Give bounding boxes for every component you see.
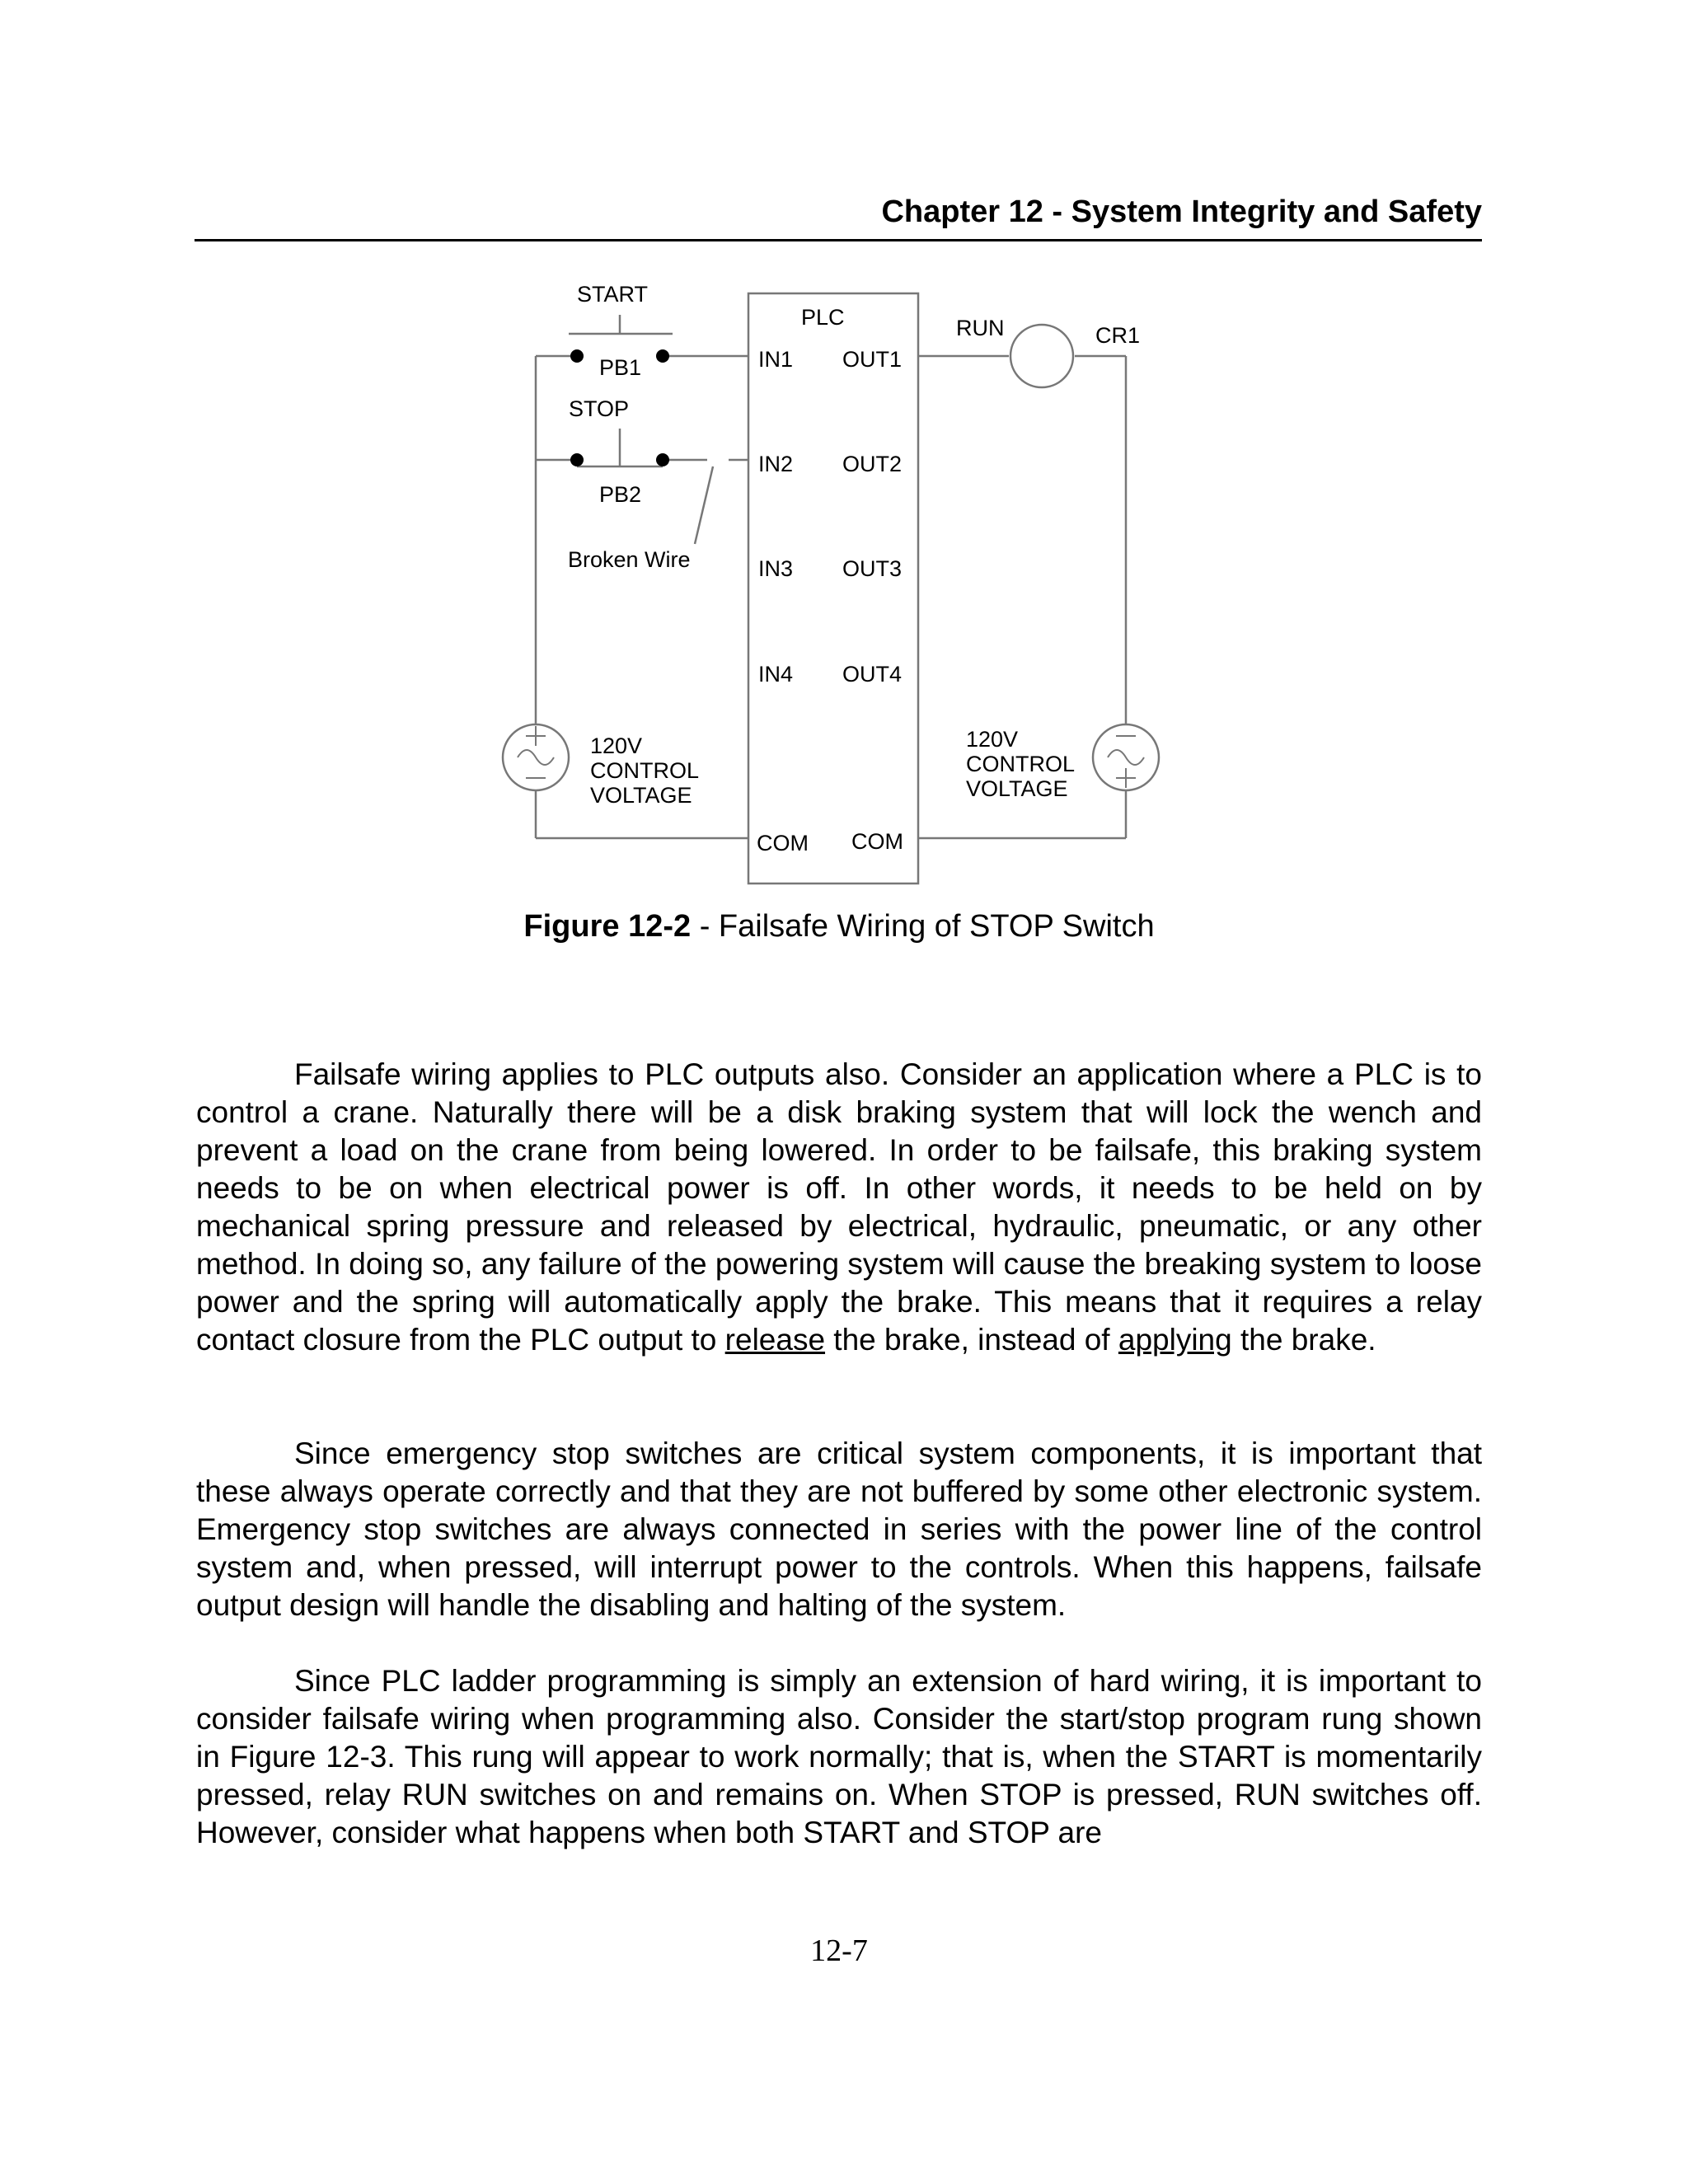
start-label: START [577,282,649,307]
left-source-line1: 120V [590,733,643,758]
pb2-label: PB2 [599,482,642,507]
plc-box [748,293,918,883]
pb2-contact-left [570,453,584,466]
chapter-header: Chapter 12 - System Integrity and Safety [881,194,1482,229]
underlined-applying: applying [1118,1323,1232,1357]
paragraph-failsafe-outputs: Failsafe wiring applies to PLC outputs also. Consider an application where a PLC is to control a crane. Naturally there will be a disk braking system that will lock the wench and prevent a load on the crane from being lowered. In order to be failsafe, this braking system needs to be on when electrical power is off. In other words, it needs to be held on by mechanical spring pressure and released by electrical, hydraulic, pneumatic, or any other method. In doing so, any failure of the powering system will cause the breaking system to loose power and the spring will automatically apply the brake. This means that it requires a relay contact closure from the PLC output to release the brake, instead of applying the brake. [196,1057,1482,1357]
cr1-label: CR1 [1095,323,1141,348]
broken-wire-label: Broken Wire [568,547,691,572]
out3-label: OUT3 [842,556,903,581]
run-coil [1010,325,1073,387]
wiring-diagram [0,0,1688,907]
figure-separator: - [691,909,719,944]
right-source-line3: VOLTAGE [966,776,1068,801]
right-source-line2: CONTROL [966,752,1076,776]
out1-label: OUT1 [842,347,903,372]
figure-number: Figure 12-2 [523,909,692,944]
stop-label: STOP [569,396,630,421]
run-label: RUN [956,316,1005,340]
pb1-contact-right [656,349,669,363]
in2-label: IN2 [758,452,794,476]
plc-label: PLC [801,305,845,330]
underlined-release: release [724,1323,826,1357]
pb2-contact-right [656,453,669,466]
pb1-label: PB1 [599,355,642,380]
in4-label: IN4 [758,662,794,687]
out2-label: OUT2 [842,452,903,476]
left-source-line2: CONTROL [590,758,700,783]
paragraph-emergency-stop: Since emergency stop switches are critical system components, it is important that these always operate correctly and that they are not buffered by some other electronic system. Emergency stop switches are always connected in series with the power line of the control system and, when pressed, will interrupt power to the controls. When this happens, failsafe output design will handle the disabling and halting of the system. [196,1436,1482,1622]
out4-label: OUT4 [842,662,903,687]
paragraph-ladder-programming: Since PLC ladder programming is simply an extension of hard wiring, it is important to consider failsafe wiring when programming also. Consider the start/stop program rung shown in Figure 12-3. This rung will appear to work normally; that is, when the START is momentarily pressed, relay RUN switches on and remains on. When STOP is pressed, RUN switches off. However, consider what happens when both START and STOP are [196,1664,1482,1849]
com-left-label: COM [757,831,809,855]
broken-wire-pointer [695,466,713,544]
com-right-label: COM [851,829,903,854]
right-source-line1: 120V [966,727,1019,752]
pb1-contact-left [570,349,584,363]
left-source-line3: VOLTAGE [590,783,692,808]
figure-caption [196,909,1482,944]
page-number: 12-7 [810,1933,868,1968]
in3-label: IN3 [758,556,794,581]
in1-label: IN1 [758,347,794,372]
figure-title: Failsafe Wiring of STOP Switch [718,909,1155,944]
